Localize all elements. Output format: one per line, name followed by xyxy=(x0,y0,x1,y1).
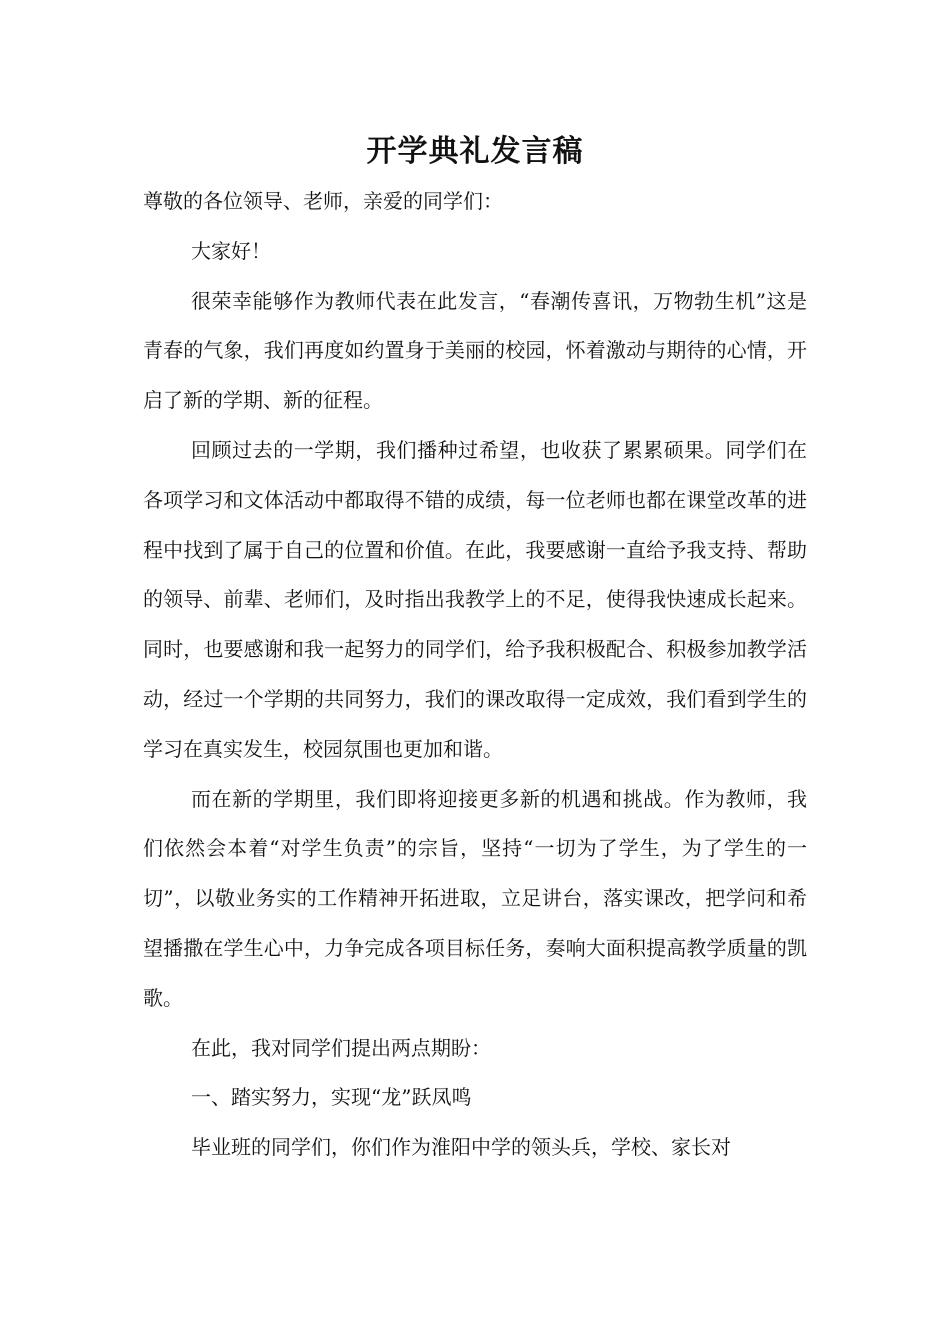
salutation: 尊敬的各位领导、老师，亲爱的同学们： xyxy=(143,189,503,213)
paragraph-intro: 很荣幸能够作为教师代表在此发言，“春潮传喜讯，万物勃生机”这是青春的气象，我们再度如约置身于美丽的校园，怀着激动与期待的心情，开启了新的学期、新的征程。 xyxy=(143,288,807,413)
paragraph-expectations: 在此，我对同学们提出两点期盼： xyxy=(191,1035,491,1060)
document-body xyxy=(143,177,807,1173)
document-title: 开学典礼发言稿 xyxy=(366,134,584,169)
section-heading-one: 一、踏实努力，实现“龙”跃凤鸣 xyxy=(191,1085,472,1110)
paragraph-review: 回顾过去的一学期，我们播种过希望，也收获了累累硕果。同学们在各项学习和文体活动中都取得不错的成绩，每一位老师也都在课堂改革的进程中找到了属于自己的位置和价值。在此，我要感谢一直给予我支持、帮助的领导、前辈、老师们，及时指出我教学上的不足，使得我快速成长起来。同时，也要感谢和我一起努力的同学们，给予我积极配合、积极参加教学活动，经过一个学期的共同努力，我们的课改取得一定成效，我们看到学生的学习在真实发生，校园氛围也更加和谐。 xyxy=(143,437,807,761)
paragraph-graduating-class: 毕业班的同学们，你们作为淮阳中学的领头兵，学校、家长对 xyxy=(191,1135,731,1160)
paragraph-new-semester: 而在新的学期里，我们即将迎接更多新的机遇和挑战。作为教师，我们依然会本着“对学生负责”的宗旨，坚持“一切为了学生，为了学生的一切”，以敬业务实的工作精神开拓进取，立足讲台，落实课改，把学问和希望播撒在学生心中，力争完成各项目标任务，奏响大面积提高教学质量的凯歌。 xyxy=(143,786,807,1010)
paragraph-greeting: 大家好！ xyxy=(191,238,271,263)
